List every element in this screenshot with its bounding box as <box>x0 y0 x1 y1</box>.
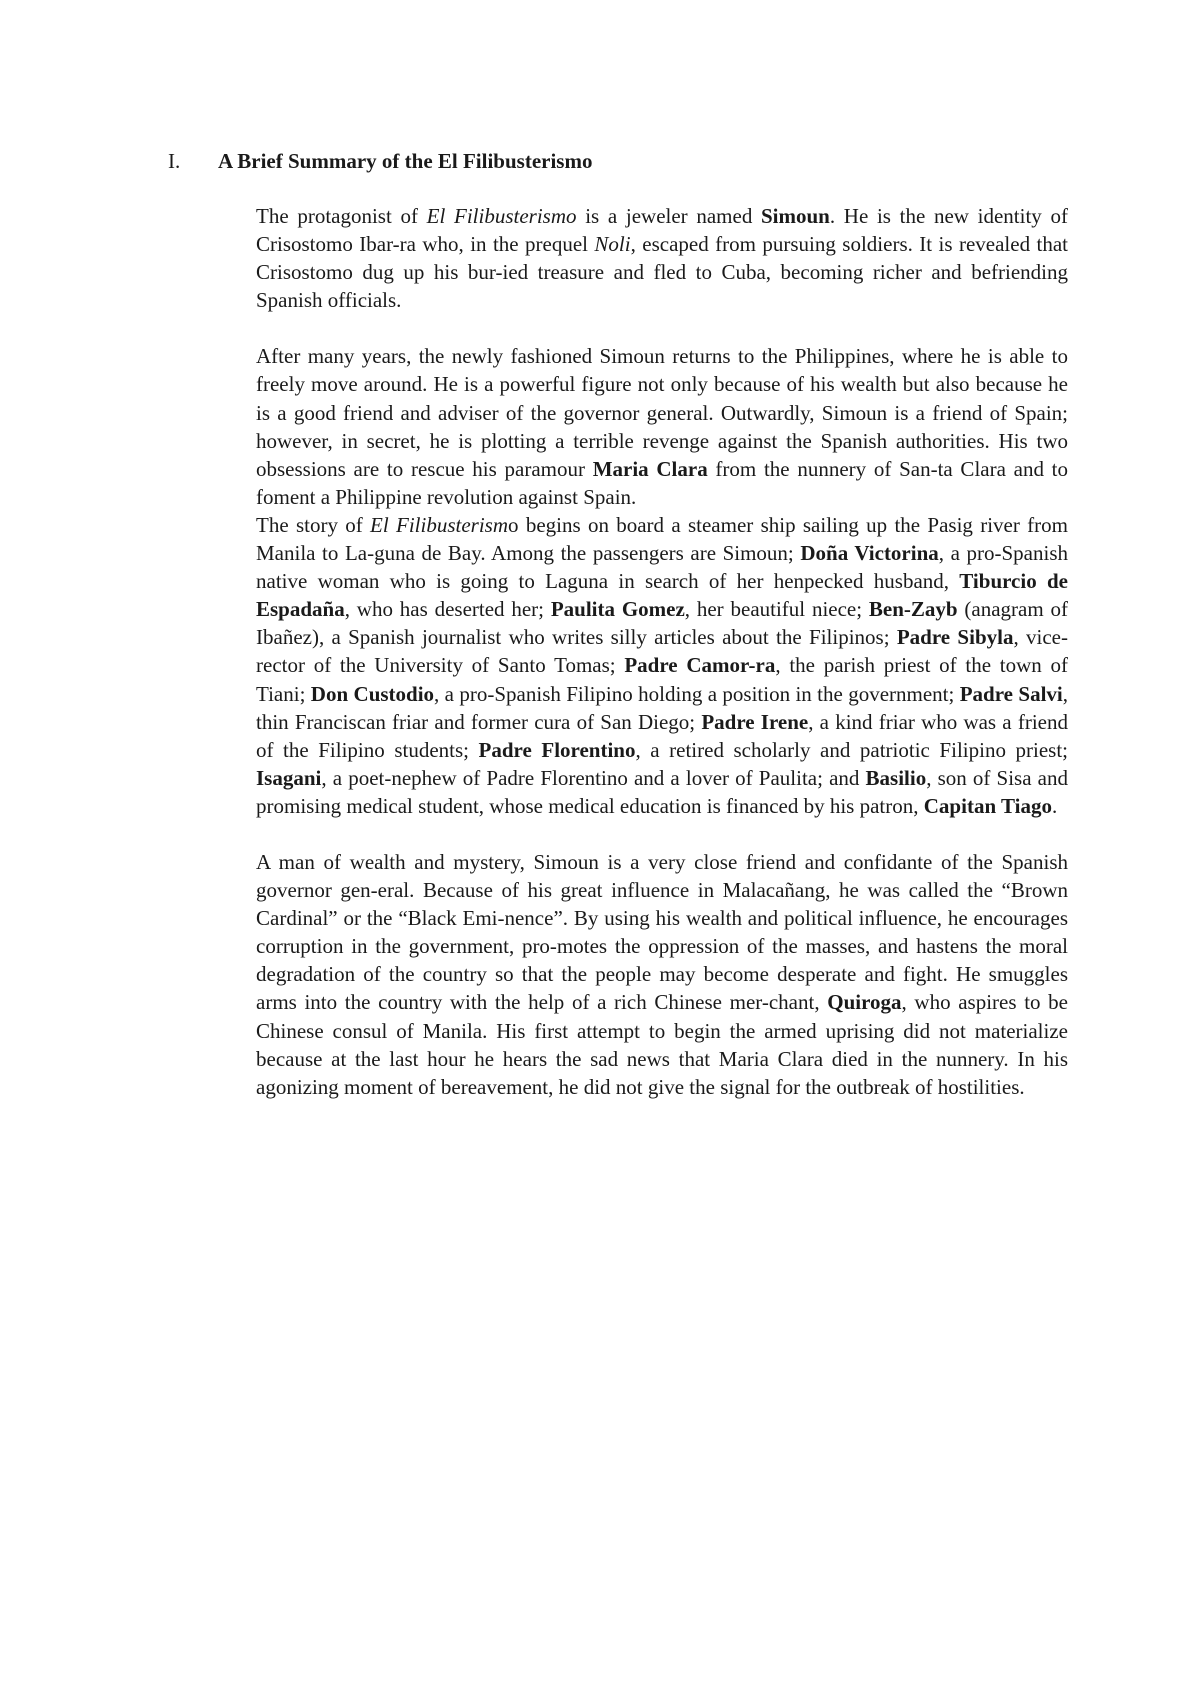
character-name: Tiburcio de Espadaña <box>256 569 1068 622</box>
character-name: Padre Florentino <box>478 737 636 762</box>
character-name: Don Custodio <box>310 681 435 706</box>
title-reference: El Filibusterism <box>370 512 509 537</box>
character-name: Padre Salvi <box>959 681 1063 706</box>
character-name: Padre Sibyla <box>896 625 1014 650</box>
character-name: Ben-Zayb <box>868 597 958 622</box>
character-name: Padre Irene <box>701 709 809 734</box>
paragraph-return: After many years, the newly fashioned Simoun returns to the Philippines, where he is able to freely move around. He is a powerful figure not only because of his wealth but also because he is a good friend and adviser of the governor general. Outwardly, Simoun is a friend of Spain; however, in secret, he is plotting a terrible revenge against the Spanish authorities. His two obsessions are to rescue his paramour Maria Clara from the nunnery of San-ta Clara and to foment a Philippine revolution against Spain. <box>256 344 1068 509</box>
paragraph-story: The story of El Filibusterismo begins on board a steamer ship sailing up the Pasig river from Manila to La-guna de Bay. Among the passengers are Simoun; Doña Victorina, a pro-Spanish native woman who is going to Laguna in search of her henpecked husband, Tiburcio de Espadaña, who has deserted her; Paulita Gomez, her beautiful niece; Ben-Zayb (anagram of Ibañez), a Spanish journalist who writes silly articles about the Filipinos; Padre Sibyla, vice-rector of the University of Santo Tomas; Padre Camor-ra, the parish priest of the town of Tiani; Don Custodio, a pro-Spanish Filipino holding a position in the government; Padre Salvi, thin Franciscan friar and former cura of San Diego; Padre Irene, a kind friar who was a friend of the Filipino students; Padre Florentino, a retired scholarly and patriotic Filipino priest; Isagani, a poet-nephew of Padre Florentino and a lover of Paulita; and Basilio, son of Sisa and promising medical student, whose medical education is financed by his patron, Capitan Tiago. <box>256 512 1069 818</box>
character-name: Basilio <box>865 765 927 790</box>
paragraph-protagonist: The protagonist of El Filibusterismo is a jeweler named Simoun. He is the new identity of Crisostomo Ibar-ra who, in the prequel Noli, escaped from pursuing soldiers. It is revealed that Crisostomo dug up his bur-ied treasure and fled to Cuba, becoming richer and befriending Spanish officials. <box>256 204 1068 313</box>
character-name: Doña Victorina <box>800 541 939 566</box>
section-title: A Brief Summary of the El Filibusterismo <box>218 149 593 173</box>
character-name: Quiroga <box>827 990 902 1015</box>
paragraph-mystery: A man of wealth and mystery, Simoun is a very close friend and confidante of the Spanish governor gen-eral. Because of his great influence in Malacañang, he was called the “Brown Cardinal” or the “Black Emi-nence”. By using his wealth and political influence, he encourages corruption in the government, pro-motes the oppression of the masses, and hastens the moral degradation of the country so that the people may become desperate and fight. He smuggles arms into the country with the help of a rich Chinese mer-chant, Quiroga, who aspires to be Chinese consul of Manila. His first attempt to begin the armed uprising did not materialize because at the last hour he hears the sad news that Maria Clara died in the nunnery. In his agonizing moment of bereavement, he did not give the signal for the outbreak of hostilities. <box>256 849 1068 1099</box>
character-name: Simoun <box>761 204 830 228</box>
character-name: Maria Clara <box>592 456 708 481</box>
title-reference: Noli <box>594 232 631 257</box>
character-name: Padre Camor-ra <box>624 653 776 678</box>
character-name: Capitan Tiago <box>923 793 1052 818</box>
summary-body <box>256 202 1068 1101</box>
character-name: Paulita Gomez <box>550 597 685 622</box>
title-reference: El Filibusterismo <box>426 204 577 228</box>
section-heading <box>168 147 592 175</box>
section-number: I. <box>168 149 181 173</box>
character-name: Isagani <box>256 765 322 790</box>
